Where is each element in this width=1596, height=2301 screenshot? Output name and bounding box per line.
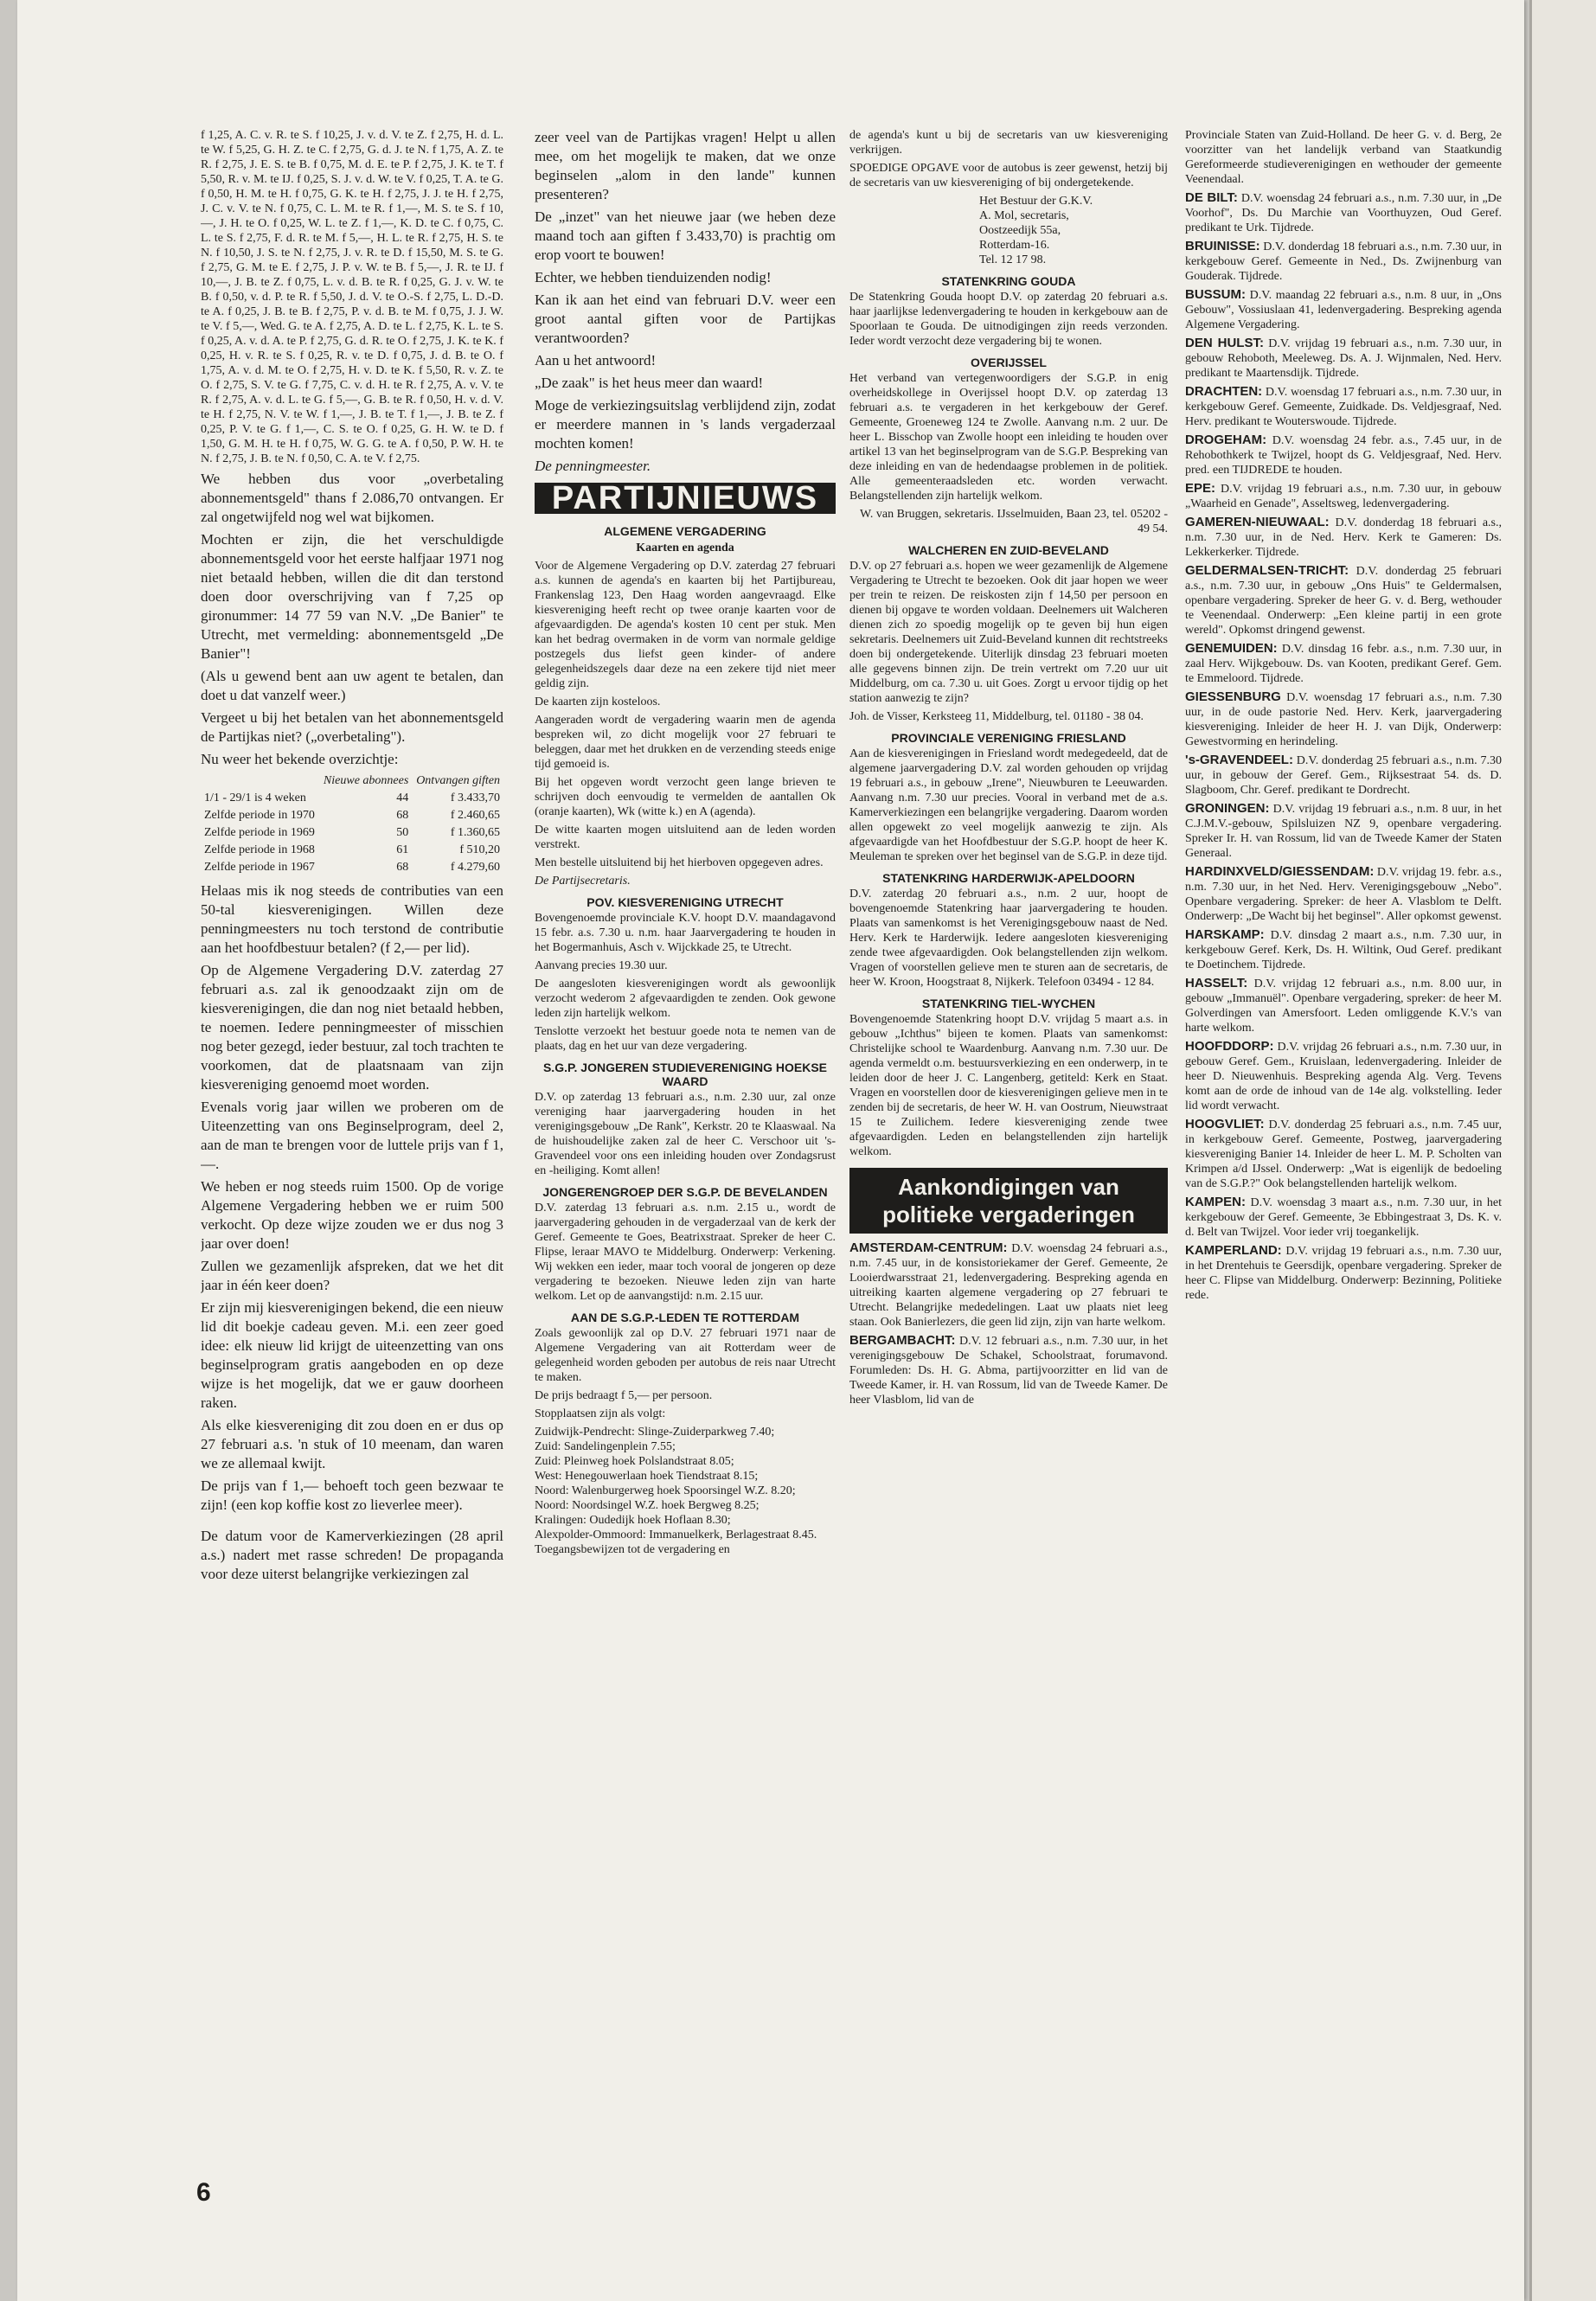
meeting-entry <box>1185 433 1502 478</box>
paragraph: De kaarten zijn kosteloos. <box>535 695 661 708</box>
paragraph: Het verband van vertegenwoordigers der S.G.P. in enig overheidskollege in Overijssel hoopt D.V. op zaterdag 13 februari a.s. te vergaderen in het kerkgebouw der Geref. Gemeente, Groeneweg 124 te Zwolle. Aanvang n.m. 2 uur. De heer L. Bisschop van Zwolle hoopt een inleiding te houden over artikel 13 van het beginselprogram van de S.G.P. Bespreking van deze inleiding en van de hedendaagse problemen in de politiek. Alle gemeenteraadsleden etc. worden verwacht. Belangstellenden zijn hartelijk welkom. <box>849 372 1168 503</box>
address-line: Het Bestuur der G.K.V. <box>979 195 1093 208</box>
meeting-entry <box>1185 1243 1502 1303</box>
page-number: 6 <box>196 2178 211 2207</box>
list-item: Alexpolder-Ommoord: Immanuelkerk, Berlagestraat 8.45. <box>535 1529 817 1541</box>
list-item: Noord: Noordsingel W.Z. hoek Bergweg 8.25; <box>535 1499 760 1512</box>
table-cell: f 4.279,60 <box>450 861 500 874</box>
meeting-entry <box>1185 384 1502 429</box>
paragraph: Stopplaatsen zijn als volgt: <box>535 1407 666 1420</box>
list-item: West: Henegouwerlaan hoek Tiendstraat 8.15; <box>535 1470 759 1483</box>
entry-text: D.V. 12 februari a.s., n.m. 7.30 uur, in het verenigingsgebouw De Schakel, Schoolstraat, forumavond. Forumleden: Ds. H. G. Abma, partijvoorzitter en lid van de Tweede Kamer, ir. H. van Rossum, lid van de Tweede Kamer. De heer Vlasblom, lid van de <box>849 1335 1168 1407</box>
paragraph: Mochten er zijn, die het verschuldigde abonnementsgeld voor het eerste halfjaar 1971 nog niet betaald hebben, willen die dit dan terstond doen door overschrijving van f 7,25 op gironummer: 14 77 59 van N.V. „De Banier" te Utrecht, met vermelding: abonnementsgeld „De Banier"! <box>201 531 503 662</box>
article-heading: JONGERENGROEP DER S.G.P. DE BEVELANDEN <box>542 1185 828 1199</box>
paragraph: Echter, we hebben tienduizenden nodig! <box>535 269 772 285</box>
table-cell: Zelfde periode in 1969 <box>204 826 315 839</box>
paragraph: Moge de verkiezingsuitslag verblijdend zijn, zodat er meerdere mannen in 's lands vergaderzaal mochten komen! <box>535 397 836 452</box>
paragraph: Helaas mis ik nog steeds de contributies van een 50-tal kiesverenigingen. Willen deze penningmeesters nu toch terstond de contributie aan het hoofdbestuur betalen? (f 2,— per lid). <box>201 882 503 956</box>
entry-place: DRACHTEN: <box>1185 384 1263 399</box>
entry-place: HASSELT: <box>1185 976 1248 990</box>
entry-place: BUSSUM: <box>1185 287 1246 302</box>
entry-text: D.V. woensdag 17 februari a.s., n.m. 7.30 uur, in de oude pastorie Ned. Herv. Kerk, jaarvergadering kiesvereniging. Inleider de heer H. J. van Dijk, Onderwerp: Gewestvorming en herindeling. <box>1185 691 1502 748</box>
paragraph: We hebben dus voor „overbetaling abonnementsgeld" thans f 2.086,70 ontvangen. Er zal ongetwijfeld nog wel wat bijkomen. <box>201 471 503 525</box>
table-cell: Zelfde periode in 1970 <box>204 809 315 822</box>
entry-place: HOOFDDORP: <box>1185 1039 1274 1054</box>
entry-text: D.V. woensdag 3 maart a.s., n.m. 7.30 uur, in het kerkgebouw der Geref. Gemeente, 3e Ebbingestraat 3, Ds. K. v. d. Belt van Twijzel. Voor ieder vrij toegankelijk. <box>1185 1196 1502 1239</box>
meeting-entry <box>1185 481 1502 511</box>
signature: De penningmeester. <box>535 458 651 474</box>
paragraph: zeer veel van de Partijkas vragen! Helpt u allen mee, om het mogelijk te maken, dat we onze beginselen „alom in den lande" kunnen presenteren? <box>535 129 836 202</box>
entry-place: GRONINGEN: <box>1185 801 1270 816</box>
entry-text: D.V. vrijdag 19 februari a.s., n.m. 8 uur, in het C.J.M.V.-gebouw, Spilsluizen NZ 9, openbare vergadering. Spreker Ir. H. van Rossum, lid van de Tweede Kamer der Staten Generaal. <box>1185 803 1502 860</box>
entry-place: AMSTERDAM-CENTRUM: <box>849 1240 1008 1255</box>
entry-place: GIESSENBURG <box>1185 689 1281 704</box>
entry-place: GAMEREN-NIEUWAAL: <box>1185 515 1330 529</box>
paragraph: D.V. zaterdag 20 februari a.s., n.m. 2 uur, hoopt de bovengenoemde Statenkring haar jaarvergadering te houden. Plaats van samenkomst is het Verenigingsgebouw naast de Ned. Herv. Kerk te Harderwijk. Iedere aangesloten kiesvereniging zende twee afgevaardigden. Ook belangstellenden zijn welkom. Vragen of voorstellen gelieve men te sturen aan de secretaris, de heer W. Kroon, Hoogstraat 8, Nijkerk. Telefoon 03494 - 12 84. <box>849 888 1168 989</box>
table-header <box>201 772 319 790</box>
entry-text: D.V. vrijdag 12 februari a.s., n.m. 8.00 uur, in gebouw „Immanuël". Openbare vergadering, spreker: de heer M. Golverdingen van Amersfoort. Leden omliggende K.V.'s van harte welkom. <box>1185 977 1502 1035</box>
paragraph: Bij het opgeven wordt verzocht geen lange brieven te schrijven doch eenvoudig te vermelden de aantallen Ok (oranje kaarten), Wk (witte k.) en A (agenda). <box>535 776 836 818</box>
address-line: Rotterdam-16. <box>979 239 1050 252</box>
article-heading: STATENKRING TIEL-WYCHEN <box>921 997 1096 1010</box>
signature: De Partijsecretaris. <box>535 875 631 888</box>
address-line: Tel. 12 17 98. <box>979 253 1047 266</box>
entry-text: D.V. donderdag 18 februari a.s., n.m. 7.30 uur, in de Ned. Herv. Kerk te Gameren: Ds. Lekkerkerker. Tijdrede. <box>1185 516 1502 559</box>
gift-list: f 1,25, A. C. v. R. te S. f 10,25, J. v. d. V. te Z. f 2,75, H. d. L. te W. f 5,25, G. H. Z. te C. f 2,75, G. d. J. te N. f 1,75, A. Z. te R. f 2,75, J. E. S. te B. f 0,75, M. d. E. te P. f 2,75, J. K. te T. f 5,50, R. v. M. te IJ. f 0,25, S. J. v. d. W. te V. f 0,25, T. A. te G. f 0,50, H. M. te H. f 0,75, G. K. te H. f 2,75, J. J. te H. f 2,75, J. C. v. V. te N. f 0,75, C. L. M. te R. f 1,—, M. S. te S. f 10,—, J. H. te O. f 0,25, W. L. te Z. f 1,—, K. D. te C. f 0,75, C. L. te S. f 2,75, F. d. R. te M. f 5,—, H. L. te R. f 2,75, H. S. te N. f 10,50, J. S. te N. f 2,75, J. v. R. te D. f 15,50, M. S. te G. f 2,75, G. M. te E. f 2,75, J. P. v. W. te B. f 5,—, J. R. te IJ. f 10,—, J. B. te Z. f 0,75, L. v. d. B. te R. f 0,25, G. J. v. W. te B. f 0,50, v. d. P. te R. f 5,50, J. d. V. te O.-S. f 2,75, L. D.-D. te A. f 0,25, J. B. te B. f 2,75, P. v. d. B. te M. f 0,75, J. J. W. te V. f 5,—, Wed. G. te A. f 2,75, A. D. te L. f 2,75, K. L. te S. f 0,25, A. v. d. A. te P. f 2,75, G. d. R. te O. f 2,75, J. K. te K. f 0,25, H. v. R. te S. f 0,25, R. v. te D. f 0,75, J. d. B. te O. f 1,75, A. v. d. M. te O. f 2,75, H. v. D. te K. f 5,50, R. v. Z. te O. f 2,75, S. V. te G. f 7,75, C. v. d. H. te R. f 2,75, A. v. V. te R. f 2,75, A. v. d. L. te G. f 5,—, G. B. te R. f 0,50, H. v. d. V. te H. f 2,75, N. V. te W. f 1,—, J. B. te T. f 1,—, J. B. te Z. f 0,25, P. V. te G. f 1,—, C. S. te O. f 0,25, G. H. W. te D. f 1,50, G. M. H. te H. f 0,75, W. G. G. te A. f 0,50, P. W. H. te N. f 2,75, J. B. te N. f 0,50, C. A. te V. f 2,75. <box>201 129 503 465</box>
article-heading: POV. KIESVERENIGING UTRECHT <box>586 895 784 909</box>
table-header: Ontvangen giften <box>416 774 500 787</box>
table-cell: 68 <box>396 809 409 822</box>
entry-place: HARSKAMP: <box>1185 927 1265 942</box>
entry-place: DEN HULST: <box>1185 336 1264 350</box>
adjacent-page-edge <box>1529 0 1596 2301</box>
table-cell: f 2.460,65 <box>450 809 500 822</box>
list-item: Zuid: Pleinweg hoek Polslandstraat 8.05; <box>535 1455 734 1468</box>
table-row <box>201 842 503 859</box>
meeting-entry <box>1185 563 1502 638</box>
paragraph: SPOEDIGE OPGAVE voor de autobus is zeer gewenst, hetzij bij de secretaris van uw kiesvereniging of bij ondergetekende. <box>849 162 1168 189</box>
paragraph: Voor de Algemene Vergadering op D.V. zaterdag 27 februari a.s. kunnen de agenda's en kaarten bij het Partijbureau, Frankenslag 123, Den Haag worden aangevraagd. Elke kiesvereniging heeft recht op twee oranje kaarten voor de afgevaardigden. De agenda's kosten 10 cent per stuk. Men kan het bedrag overmaken in de vorm van normale geldige postzegels dus liefst geen kinder- of andere gelegenheidszegels daar deze na een zekere tijd niet meer geldig zijn. <box>535 560 836 690</box>
paragraph: De „inzet" van het nieuwe jaar (we heben deze maand toch aan giften f 3.433,70) is prachtig om erop voort te bouwen! <box>535 208 836 263</box>
entry-place: KAMPERLAND: <box>1185 1243 1282 1258</box>
entry-place: KAMPEN: <box>1185 1195 1246 1209</box>
address-block <box>979 194 1168 267</box>
paragraph: Kan ik aan het eind van februari D.V. weer een groot aantal giften voor de Partijkas verantwoorden? <box>535 292 836 346</box>
paragraph: D.V. op zaterdag 13 februari a.s., n.m. 2.30 uur, zal onze vereniging haar jaarvergadering houden in het verenigingsgebouw „De Rank", Kerkstr. 20 te Klaaswaal. Na de huishoudelijke zaken zal de heer C. Verschoor uit 's-Gravendeel voor ons een inleiding houden over Zondagsrust en -heiliging. Komt allen! <box>535 1091 836 1177</box>
meeting-entry <box>1185 641 1502 686</box>
entry-text: D.V. vrijdag 19. febr. a.s., n.m. 7.30 uur, in het Ned. Herv. Verenigingsgebouw „Nebo". Openbare vergadering. Spreker: de heer A. Vlasblom te Delft. Onderwerp: „De Wacht bij het beginsel". Aller opkomst gewenst. <box>1185 866 1502 923</box>
article-heading: S.G.P. JONGEREN STUDIEVERENIGING HOEKSE WAARD <box>542 1061 828 1088</box>
paragraph: „De zaak" is het heus meer dan waard! <box>535 375 764 391</box>
meeting-entry <box>1185 689 1502 749</box>
paragraph: Aangeraden wordt de vergadering waarin men de agenda bespreken wil, zo dicht mogelijk voor 27 februari te beleggen, daar met het drukken en de verzending steeds enige tijd gemoeid is. <box>535 714 836 771</box>
paragraph: Nu weer het bekende overzichtje: <box>201 751 399 767</box>
paragraph: Op de Algemene Vergadering D.V. zaterdag 27 februari a.s. zal ik genoodzaakt zijn om de kiesverenigingen, die dan nog niet betaald hebben, te noemen. Iedere penningmeester of misschien nog beter gezegd, ieder bestuur, zal toch trachten te voorkomen, dat de plaatsnaam van zijn kiesvereniging genoemd moet worden. <box>201 962 503 1093</box>
paragraph: de agenda's kunt u bij de secretaris van uw kiesvereniging verkrijgen. <box>849 129 1168 157</box>
newspaper-page <box>17 0 1524 2301</box>
list-item: Zuidwijk-Pendrecht: Slinge-Zuiderparkweg 7.40; <box>535 1426 775 1439</box>
table-cell: f 510,20 <box>459 843 500 856</box>
address-line: W. van Bruggen, sekretaris. IJsselmuiden, Baan 23, tel. 05202 - 49 54. <box>859 508 1168 535</box>
paragraph: Vergeet u bij het betalen van het abonnementsgeld de Partijkas niet? („overbetaling"). <box>201 709 503 745</box>
article-heading: ALGEMENE VERGADERING <box>604 524 766 538</box>
article-heading: STATENKRING HARDERWIJK-APELDOORN <box>882 871 1135 885</box>
paragraph: Aan de kiesverenigingen in Friesland wordt medegedeeld, dat de algemene jaarvergadering D.V. zal worden gehouden op vrijdag 19 februari a.s., in gebouw „Irene", Nieuwburen te Leeuwarden. Aanvang n.m. 7.30 uur precies. Vooral in verband met de a.s. Kamerverkiezingen een belangrijke vergadering. Daarom worden allen opgewekt zo veel mogelijk aanwezig te zijn. Als afgevaardigde van het Hoofdbestuur der S.G.P. hoopt de heer K. Meuleman te spreken over het beginsel van de S.G.P. in deze tijd. <box>849 747 1168 863</box>
entry-text: D.V. dinsdag 2 maart a.s., n.m. 7.30 uur, in kerkgebouw Geref. Kerk, Ds. H. Wiltink, Oud Geref. predikant te Doetinchem. Tijdrede. <box>1185 929 1502 971</box>
paragraph: Men bestelle uitsluitend bij het hierboven opgegeven adres. <box>535 856 824 869</box>
table-row <box>201 807 503 824</box>
entry-place: 's-GRAVENDEEL: <box>1185 753 1293 767</box>
section-banner: PARTIJNIEUWS <box>535 483 836 514</box>
address-line: Joh. de Visser, Kerksteeg 11, Middelburg, tel. 01180 - 38 04. <box>849 710 1144 723</box>
meeting-entry <box>1185 753 1502 798</box>
paragraph: Er zijn mij kiesverenigingen bekend, die een nieuw lid dit boekje cadeau geven. M.i. een zeer goed idee: elk nieuw lid krijgt de uiteenzetting van ons beginselprogram gratis aangeboden en op deze wijze is het mogelijk, dat we er gauw doorheen raken. <box>201 1299 503 1411</box>
entry-text: D.V. woensdag 24 februari a.s., n.m. 7.30 uur, in „De Voorhof", Ds. Du Marchie van Voorthuyzen, Oud Geref. predikant te Urk. Tijdrede. <box>1185 192 1502 234</box>
table-row <box>201 790 503 807</box>
paragraph: D.V. op 27 februari a.s. hopen we weer gezamenlijk de Algemene Vergadering te Utrecht te bezoeken. Ook dit jaar hopen we weer per trein te reizen. De reiskosten zijn f 14,50 per persoon en dienen bij opgave te worden voldaan. Deelnemers uit Walcheren dienen zich zo spoedig mogelijk op te geven bij hun eigen sekretaris. Deelnemers uit Zuid-Beveland kunnen dit rechtstreeks doen bij ondergetekende. Uiterlijk dinsdag 23 februari moeten alle gegevens binnen zijn. De trein vertrekt om 7.20 uur uit Middelburg, om ca. 7.30 u. uit Goes. Zorgt u ervoor tijdig op het station aanwezig te zijn? <box>849 560 1168 705</box>
paragraph: De witte kaarten mogen uitsluitend aan de leden worden verstrekt. <box>535 824 836 851</box>
column-2 <box>535 128 836 2187</box>
meeting-entry <box>1185 801 1502 861</box>
entry-text: D.V. donderdag 25 februari a.s., n.m. 7.30 uur, in gebouw der Geref. Gem., Rijksestraat 54. ds. D. Slagboom, Chr. Geref. predikant te Dordrecht. <box>1185 754 1502 797</box>
entry-place: HARDINXVELD/GIESSENDAM: <box>1185 864 1375 879</box>
table-cell: 50 <box>396 826 409 839</box>
list-item: Kralingen: Oudedijk hoek Hoflaan 8.30; <box>535 1514 731 1527</box>
entry-text: D.V. dinsdag 16 febr. a.s., n.m. 7.30 uur, in zaal Herv. Wijkgebouw. Ds. van Kooten, predikant Geref. Gem. te Emmeloord. Tijdrede. <box>1185 643 1502 685</box>
paragraph: Bovengenoemde provinciale K.V. hoopt D.V. maandagavond 15 febr. a.s. 7.30 u. n.m. haar Jaarvergadering te houden in het Bogermanhuis, Asch v. Wijckkade 25, te Utrecht. <box>535 912 836 954</box>
table-header: Nieuwe abonnees <box>323 774 409 787</box>
meeting-entry <box>849 1333 1168 1407</box>
subscriptions-table <box>201 772 503 876</box>
article-subheading: Kaarten en agenda <box>636 542 734 554</box>
list-item: Zuid: Sandelingenplein 7.55; <box>535 1440 676 1453</box>
meeting-entry <box>1185 515 1502 560</box>
paragraph: Evenals vorig jaar willen we proberen om de Uiteenzetting van ons Beginselprogram, deel 2, aan de man te brengen voor de luttele prijs van f 1,—. <box>201 1099 503 1172</box>
paragraph: Tenslotte verzoekt het bestuur goede nota te nemen van de plaats, dag en het uur van deze vergadering. <box>535 1025 836 1053</box>
table-cell: Zelfde periode in 1967 <box>204 861 315 874</box>
address-line: Oostzeedijk 55a, <box>979 224 1061 237</box>
paragraph: De prijs van f 1,— behoeft toch geen bezwaar te zijn! (een kop koffie kost zo lieverlee meer). <box>201 1477 503 1513</box>
address-line: A. Mol, secretaris, <box>979 209 1069 222</box>
section-banner: Aankondigingen van politieke vergaderingen <box>849 1168 1168 1234</box>
paragraph: Zoals gewoonlijk zal op D.V. 27 februari 1971 naar de Algemene Vergadering van ait Rotterdam weer de gelegenheid worden geboden per autobus de reis naar Utrecht te maken. <box>535 1327 836 1384</box>
meeting-entry <box>1185 864 1502 924</box>
table-row <box>201 859 503 876</box>
list-item: Noord: Walenburgerweg hoek Spoorsingel W.Z. 8.20; <box>535 1484 796 1497</box>
article-heading: PROVINCIALE VERENIGING FRIESLAND <box>891 731 1126 745</box>
table-cell: 44 <box>396 792 409 804</box>
meeting-entry <box>1185 336 1502 381</box>
paragraph: (Als u gewend bent aan uw agent te betalen, dan doet u dat vanzelf weer.) <box>201 668 503 703</box>
entry-place: BERGAMBACHT: <box>849 1333 956 1348</box>
paragraph: Zullen we gezamenlijk afspreken, dat we het dit jaar in één keer doen? <box>201 1258 503 1293</box>
paragraph: Aanvang precies 19.30 uur. <box>535 959 668 972</box>
entry-place: DE BILT: <box>1185 190 1238 205</box>
column-1 <box>201 128 503 2187</box>
article-heading: OVERIJSSEL <box>971 356 1047 369</box>
column-3 <box>849 128 1168 2187</box>
entry-text: D.V. maandag 22 februari a.s., n.m. 8 uur, in „Ons Gebouw", Vossiuslaan 41, ledenvergadering. Bespreking agenda Algemene Vergadering. <box>1185 289 1502 331</box>
entry-place: GELDERMALSEN-TRICHT: <box>1185 563 1349 578</box>
entry-text: D.V. vrijdag 19 februari a.s., n.m. 7.30 uur, in het Drentehuis te Geersdijk, openbare vergadering. Spreker de heer C. Flipse van Middelburg. Onderwerp: Bezinning, Politieke rede. <box>1185 1245 1502 1302</box>
paragraph: D.V. zaterdag 13 februari a.s. n.m. 2.15 u., wordt de jaarvergadering gehouden in de vergaderzaal van de kerk der Geref. Gemeente te Goes, Beatrixstraat. Spreker de heer C. Flipse, leraar MAVO te Middelburg. Onderwerp: Verkening. Wij wekken een ieder, maar toch vooral de jongeren op deze vergadering te bezoeken. Nieuwe leden zijn van harte welkom. Let op de aanvangstijd: n.m. 2.15 uur. <box>535 1202 836 1303</box>
article-heading: AAN DE S.G.P.-LEDEN TE ROTTERDAM <box>570 1311 800 1324</box>
entry-text: D.V. woensdag 17 februari a.s., n.m. 7.30 uur, in kerkgebouw Geref. Gemeente, Zuidkade. Ds. Veldjesgraaf, Ned. Herv. predikant te Wouterswoude. Tijdrede. <box>1185 386 1502 428</box>
paragraph: Provinciale Staten van Zuid-Holland. De heer G. v. d. Berg, 2e voorzitter van het landelijk verband van Staatkundig Gereformeerde studieverenigingen en wethouder der gemeente Veenendaal. <box>1185 129 1502 186</box>
entry-text: D.V. donderdag 18 februari a.s., n.m. 7.30 uur, in kerkgebouw Geref. Gemeente in Ned., Ds. Zwijnenburg van Gouderak. Tijdrede. <box>1185 240 1502 283</box>
meeting-list <box>1185 190 1502 1303</box>
table-cell: Zelfde periode in 1968 <box>204 843 315 856</box>
entry-text: D.V. woensdag 24 febr. a.s., 7.45 uur, in de Rehobothkerk te Twijzel, hoopt ds G. Veldjesgraaf, Ned. Herv. pred. een TIJDREDE te houden. <box>1185 434 1502 477</box>
entry-place: GENEMUIDEN: <box>1185 641 1278 656</box>
meeting-entry <box>1185 1195 1502 1240</box>
meeting-entry <box>1185 287 1502 332</box>
meeting-entry <box>1185 239 1502 284</box>
table-cell: f 3.433,70 <box>450 792 500 804</box>
meeting-entry <box>1185 927 1502 972</box>
paragraph: Als elke kiesvereniging dit zou doen en er dus op 27 februari a.s. 'n stuk of 10 meenam, dan waren we ze allemaal kwijt. <box>201 1417 503 1471</box>
entry-place: HOOGVLIET: <box>1185 1117 1265 1131</box>
table-cell: 1/1 - 29/1 is 4 weken <box>204 792 306 804</box>
paragraph: De datum voor de Kamerverkiezingen (28 april a.s.) nadert met rasse schreden! De propaganda voor deze uiterst belangrijke verkiezingen zal <box>201 1528 503 1582</box>
entry-place: DROGEHAM: <box>1185 433 1267 447</box>
paragraph: De Statenkring Gouda hoopt D.V. op zaterdag 20 februari a.s. haar jaarlijkse ledenvergadering te houden in kerkgebouw aan de Spoorlaan te Gouda. De uitnodigingen zijn reeds verzonden. Ieder wordt verzocht deze vergadering bij te wonen. <box>849 291 1168 348</box>
table-row <box>201 824 503 842</box>
paragraph: Aan u het antwoord! <box>535 352 657 369</box>
entry-text: D.V. vrijdag 19 februari a.s., n.m. 7.30 uur, in gebouw Rehoboth, Meeleweg. Ds. A. J. Wijnmalen, Ned. Herv. predikant te Maartensdijk. Tijdrede. <box>1185 337 1502 380</box>
entry-text: D.V. donderdag 25 februari a.s., n.m. 7.30 uur, in gebouw „Ons Huis" te Geldermalsen, openbare vergadering. Spreker de heer G. v. d. Berg, wethouder te Veenendaal. Onderwerp: „Een kleine partij in een grote wereld". Opkomst dringend gewenst. <box>1185 565 1502 637</box>
table-cell: 61 <box>396 843 409 856</box>
meeting-entry <box>849 1240 1168 1330</box>
entry-text: D.V. woensdag 24 februari a.s., n.m. 7.45 uur, in de konsistoriekamer der Geref. Gemeente, 2e Looierdwarsstraat 21, ledenvergadering. Bespreking agenda en uitreiking kaarten algemene vergadering op 27 februari te Utrecht. Belangrijke mededelingen. Laat uw plaats niet leeg staan. Ook Banierlezers, die geen lid zijn, zijn van harte welkom. <box>849 1242 1168 1329</box>
meeting-entry <box>1185 1039 1502 1113</box>
entry-text: D.V. vrijdag 26 februari a.s., n.m. 7.30 uur, in gebouw Geref. Gem., Kruislaan, ledenvergadering. Inleider de heer D. Nieuwenhuis. Bespreking agenda Alg. Verg. Tevens komt aan de orde de inhoud van de 14e alg. volkstelling. Ieder lid wordt verwacht. <box>1185 1041 1502 1112</box>
entry-place: EPE: <box>1185 481 1216 496</box>
table-cell: 68 <box>396 861 409 874</box>
paragraph: De prijs bedraagt f 5,— per persoon. <box>535 1389 713 1402</box>
column-4 <box>1185 128 1502 2187</box>
entry-place: BRUINISSE: <box>1185 239 1260 253</box>
table-header-row <box>201 772 503 790</box>
article-heading: WALCHEREN EN ZUID-BEVELAND <box>908 543 1109 557</box>
entry-text: D.V. vrijdag 19 februari a.s., n.m. 7.30 uur, in gebouw „Waarheid en Genade", Asseltsweg, ledenvergadering. <box>1185 483 1502 510</box>
article-heading: STATENKRING GOUDA <box>941 274 1076 288</box>
table-cell: f 1.360,65 <box>450 826 500 839</box>
paragraph: Toegangsbewijzen tot de vergadering en <box>535 1543 730 1556</box>
meeting-entry <box>1185 190 1502 235</box>
entry-text: D.V. donderdag 25 februari a.s., n.m. 7.45 uur, in kerkgebouw Geref. Gemeente, Postweg, jaarvergadering kiesvereniging Banier 14. Inleider de heer L. M. P. Scholten van Krimpen a/d IJssel. Onderwerp: „Wat is eigenlijk de bedoeling van de S.G.P.?" Ook belangstellenden hartelijk welkom. <box>1185 1118 1502 1190</box>
paragraph: We heben er nog steeds ruim 1500. Op de vorige Algemene Vergadering hebben we er ruim 500 verkocht. Op deze wijze zouden we er dus nog 3 jaar over doen! <box>201 1178 503 1252</box>
meeting-entry <box>1185 1117 1502 1191</box>
paragraph: Bovengenoemde Statenkring hoopt D.V. vrijdag 5 maart a.s. in gebouw „Ichthus" bijeen te komen. Plaats van samenkomst: Christelijke school te Waardenburg. Aanvang n.m. 7.30 uur. De agenda vermeldt o.m. bestuursverkiezing en een onderwerp, in te leiden door de heer J. C. Langenberg, getiteld: Kerk en Staat. Vragen en voorstellen door de kiesverenigingen gelieve men in te zenden bij de secretaris, de heer W. H. van Oostrum, Nieuwstraat 15 te Zuilichem. Iedere kiesvereniging zende twee afgevaardigden. Leden en belangstellenden zijn hartelijk welkom. <box>849 1013 1168 1158</box>
meeting-entry <box>1185 976 1502 1035</box>
paragraph: De aangesloten kiesverenigingen wordt als gewoonlijk verzocht wederom 2 afgevaardigden te zenden. Ook gewone leden zijn hartelijk welkom. <box>535 977 836 1020</box>
